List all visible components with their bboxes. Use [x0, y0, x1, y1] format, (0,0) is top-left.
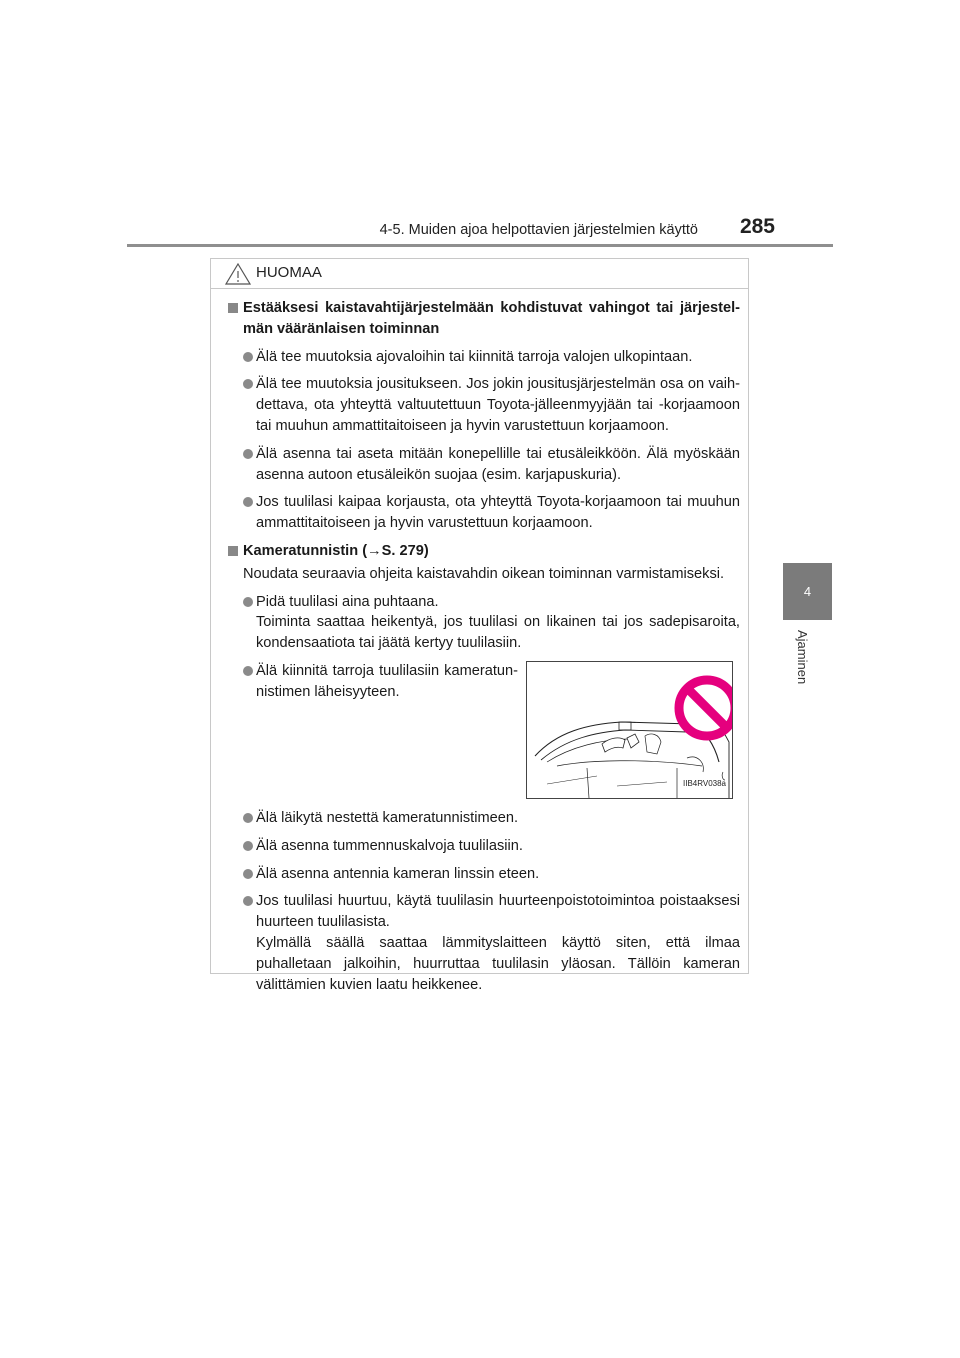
windshield-illustration: [526, 661, 733, 799]
caution-title: HUOMAA: [256, 264, 322, 281]
section-title: Kameratunnistin (→S. 279): [243, 542, 429, 559]
bullet-dot-icon: [243, 841, 253, 851]
bullet-dot-icon: [243, 379, 253, 389]
caution-header: [211, 259, 748, 289]
chapter-tab: 4: [783, 563, 832, 620]
figure-code: IIB4RV038a: [683, 779, 726, 789]
list-item: Älä läikytä nestettä kameratunnistimeen.: [243, 808, 740, 829]
list-item: Älä tee muutoksia jousitukseen. Jos jokin jousitusjärjestelmän osa on vaih-dettava, ota yhteyttä valtuutettuun Toyota-jälleenmyyjään tai -korjaamoon tai muuhun ammattitaitoiseen ja hyvin varustettuun korjaamoon.: [243, 374, 740, 436]
chapter-label: Ajaminen: [795, 630, 810, 685]
bullet-dot-icon: [243, 449, 253, 459]
caution-box: [210, 258, 749, 993]
list-item: Jos tuulilasi kaipaa korjausta, ota yhteyttä Toyota-korjaamoon tai muuhun ammattitaitoiseen ja hyvin varustettuun korjaamoon.: [243, 492, 740, 534]
square-bullet-icon: [228, 303, 238, 313]
bullet-dot-icon: [243, 597, 253, 607]
square-bullet-icon: [228, 546, 238, 556]
list-item: Älä asenna tummennuskalvoja tuulilasiin.: [243, 836, 740, 857]
caution-content: [211, 298, 748, 1002]
bullet-dot-icon: [243, 869, 253, 879]
bullet-dot-icon: [243, 352, 253, 362]
list-item: Älä asenna antennia kameran linssin eteen.: [243, 864, 740, 885]
section-camera-sensor: [211, 541, 748, 995]
warning-triangle-icon: [225, 263, 251, 285]
header-section-title: 4-5. Muiden ajoa helpottavien järjestelmien käyttö: [379, 222, 698, 238]
list-item: Pidä tuulilasi aina puhtaana. Toiminta saattaa heikentyä, jos tuulilasi on likainen tai jos sadepisaroita, kondensaatiota tai jäätä kertyy tuulilasiin.: [243, 592, 740, 654]
list-item: Älä kiinnitä tarroja tuulilasiin kameratun-nistimen läheisyyteen.: [243, 661, 518, 703]
bullet-dot-icon: [243, 666, 253, 676]
list-item: Jos tuulilasi huurtuu, käytä tuulilasin huurteenpoistotoimintoa poistaaksesi huurteen tuulilasista. Kylmällä säällä saattaa lämmityslaitteen käyttö siten, että ilmaa puhalletaan jalkoihin, huurruttaa tuulilasin yläosan. Tällöin kameran välittämien kuvien laatu heikkenee.: [243, 891, 740, 995]
bullet-dot-icon: [243, 896, 253, 906]
prohibition-icon: [679, 680, 732, 736]
list-item: Älä tee muutoksia ajovaloihin tai kiinnitä tarroja valojen ulkopintaan.: [243, 347, 740, 368]
section-lane-warning: [211, 298, 748, 534]
page-number: 285: [739, 215, 775, 238]
header-rule: [127, 244, 833, 247]
section-title: Estääksesi kaistavahtijärjestelmään kohdistuvat vahingot tai järjestel-män vääränlaisen toiminnan: [243, 300, 740, 337]
figure-row: [243, 661, 740, 801]
bullet-dot-icon: [243, 813, 253, 823]
section-intro: Noudata seuraavia ohjeita kaistavahdin oikean toiminnan varmistamiseksi.: [243, 565, 725, 582]
bullet-dot-icon: [243, 497, 253, 507]
list-item: Älä asenna tai aseta mitään konepellille tai etusäleikköön. Älä myöskään asenna autoon etusäleikön suojaa (esim. karjapuskuria).: [243, 444, 740, 486]
